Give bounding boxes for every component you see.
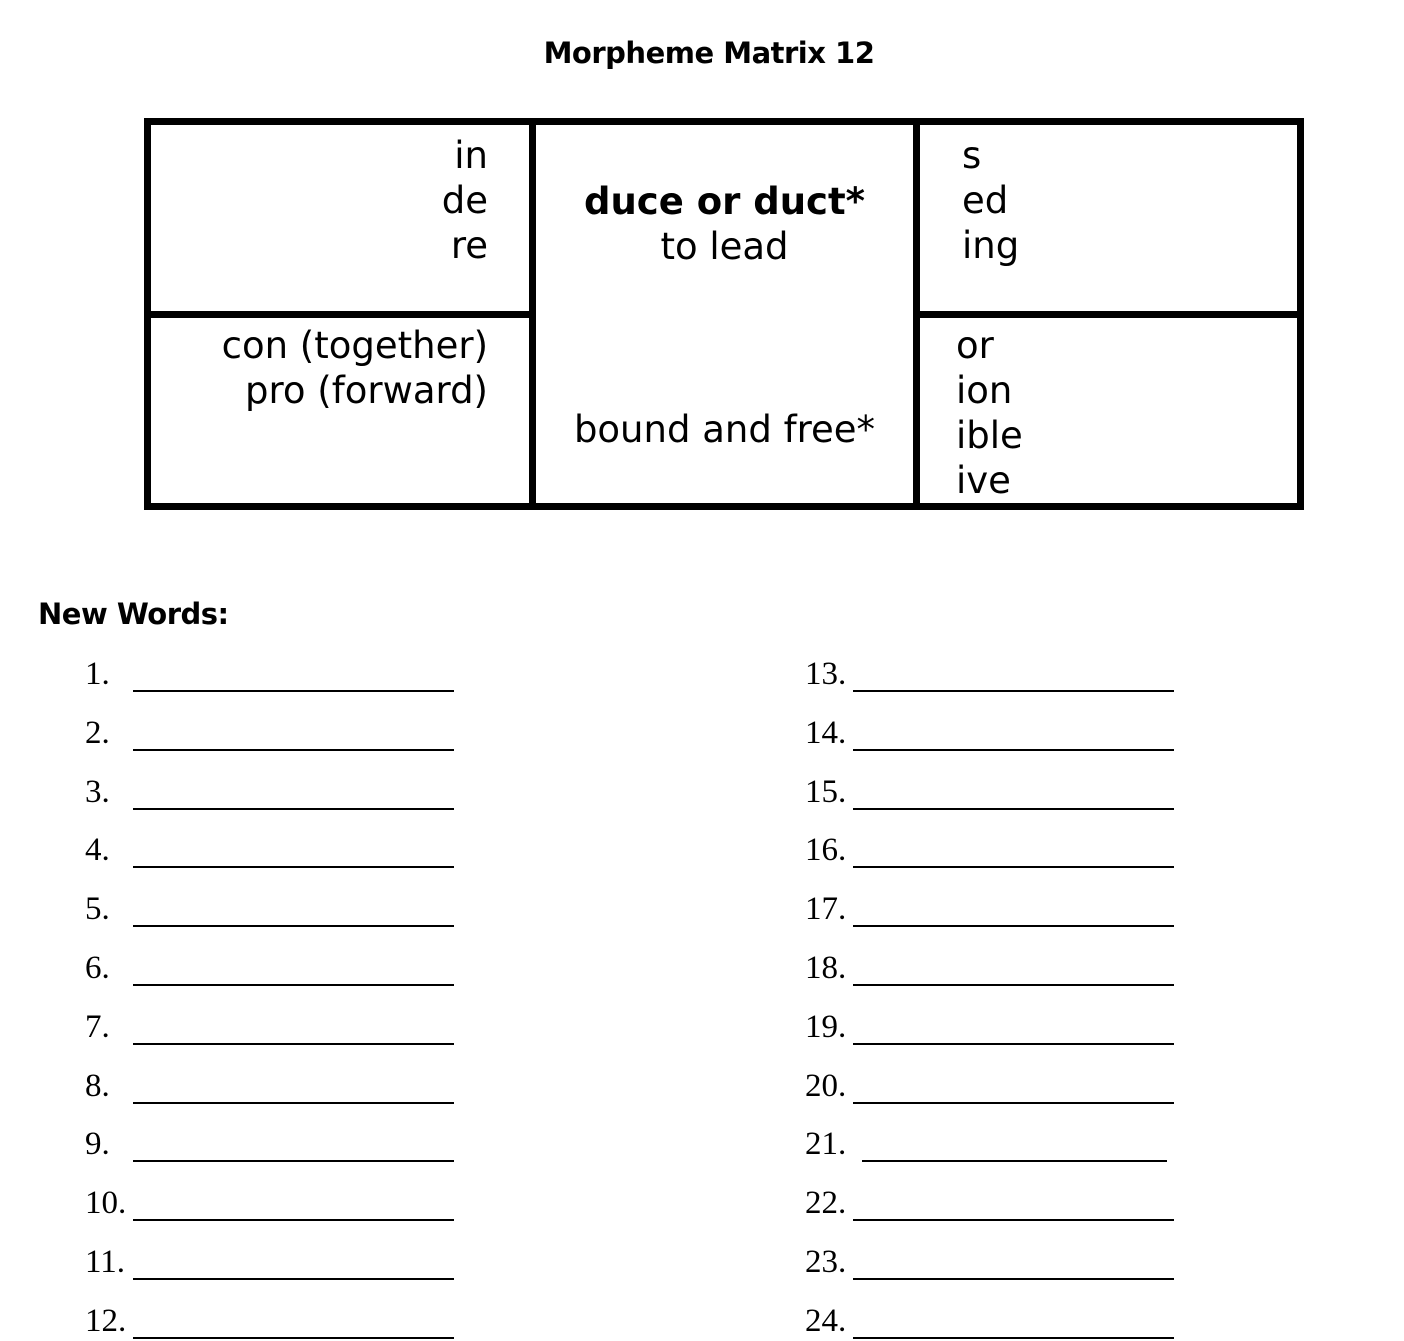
word-number: 18. <box>805 950 847 986</box>
word-answer-line[interactable] <box>133 1278 454 1280</box>
page-title: Morpheme Matrix 12 <box>543 36 875 70</box>
word-answer-line[interactable] <box>133 1219 454 1221</box>
word-answer-line[interactable] <box>853 749 1174 751</box>
matrix-divider-suffix <box>920 311 1297 318</box>
word-answer-line[interactable] <box>133 808 454 810</box>
base-note: bound and free* <box>573 408 876 451</box>
suffix-group-top <box>962 133 1019 268</box>
word-answer-line[interactable] <box>853 690 1174 692</box>
base-root: duce or duct* <box>583 180 866 223</box>
word-answer-line[interactable] <box>853 984 1174 986</box>
word-number: 1. <box>85 656 110 692</box>
word-number: 10. <box>85 1185 127 1222</box>
word-answer-line[interactable] <box>853 1337 1174 1339</box>
prefix-pro: pro (forward) <box>244 369 488 412</box>
suffix-ive: ive <box>956 459 1011 502</box>
matrix-divider-left <box>529 125 536 503</box>
word-answer-line[interactable] <box>853 1102 1174 1104</box>
prefix-in: in <box>454 134 488 177</box>
prefix-de: de <box>441 179 488 222</box>
word-answer-line[interactable] <box>133 1102 454 1104</box>
word-answer-line[interactable] <box>853 1278 1174 1280</box>
word-answer-line[interactable] <box>853 866 1174 868</box>
base-meaning: to lead <box>660 225 789 268</box>
word-number: 15. <box>805 773 847 810</box>
suffix-s: s <box>962 134 982 177</box>
word-number: 21. <box>805 1126 847 1163</box>
new-words-label: New Words: <box>38 597 229 631</box>
suffix-ion: ion <box>956 369 1013 412</box>
word-answer-line[interactable] <box>853 925 1174 927</box>
word-answer-line[interactable] <box>133 1337 454 1339</box>
word-number: 4. <box>85 832 110 869</box>
matrix-divider-prefix <box>151 311 529 318</box>
word-number: 17. <box>805 891 847 928</box>
word-number: 3. <box>85 773 110 810</box>
word-number: 6. <box>85 950 110 986</box>
suffix-group-bottom <box>956 323 1023 503</box>
base-element <box>536 179 913 269</box>
word-answer-line[interactable] <box>853 1219 1174 1221</box>
matrix-divider-right <box>913 125 920 503</box>
word-number: 12. <box>85 1302 127 1339</box>
suffix-ing: ing <box>962 224 1020 267</box>
word-answer-line[interactable] <box>853 1043 1174 1045</box>
word-number: 19. <box>805 1008 847 1045</box>
word-number: 8. <box>85 1067 110 1104</box>
word-number: 11. <box>85 1244 126 1280</box>
word-answer-line[interactable] <box>133 690 454 692</box>
word-answer-line[interactable] <box>133 1043 454 1045</box>
word-answer-line[interactable] <box>133 925 454 927</box>
prefix-re: re <box>450 224 488 267</box>
word-answer-line[interactable] <box>133 984 454 986</box>
morpheme-matrix <box>144 118 1304 510</box>
word-answer-line[interactable] <box>133 866 454 868</box>
word-answer-line[interactable] <box>853 808 1174 810</box>
word-number: 22. <box>805 1185 847 1222</box>
word-answer-line[interactable] <box>133 1160 454 1162</box>
prefix-group-bottom <box>151 323 488 413</box>
word-number: 20. <box>805 1067 847 1104</box>
word-number: 23. <box>805 1244 847 1280</box>
word-answer-line[interactable] <box>133 749 454 751</box>
word-number: 5. <box>85 891 110 928</box>
word-answer-line[interactable] <box>862 1160 1167 1162</box>
prefix-con: con (together) <box>221 324 488 367</box>
suffix-ed: ed <box>962 179 1009 222</box>
word-number: 24. <box>805 1302 847 1339</box>
word-number: 13. <box>805 656 847 692</box>
suffix-or: or <box>956 324 994 367</box>
word-number: 2. <box>85 714 110 751</box>
word-number: 9. <box>85 1126 110 1163</box>
suffix-ible: ible <box>956 414 1023 457</box>
word-number: 7. <box>85 1008 110 1045</box>
prefix-group-top <box>151 133 488 268</box>
word-number: 16. <box>805 832 847 869</box>
word-number: 14. <box>805 714 847 751</box>
